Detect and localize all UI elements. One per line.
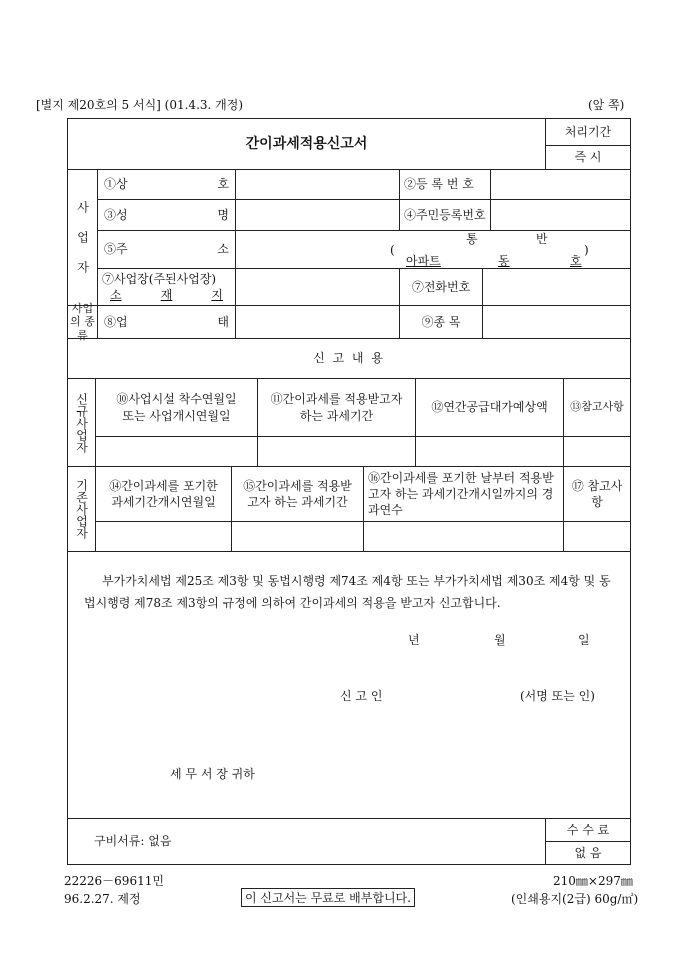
start-date-field[interactable] xyxy=(95,436,258,467)
page-side: (앞 쪽) xyxy=(588,98,625,112)
existing-business-section: 기존사업자 xyxy=(67,466,96,552)
owner-name-field[interactable] xyxy=(235,199,400,231)
existing-notes-header: ⑰ 참고사항 xyxy=(563,466,631,522)
day-label: 일 xyxy=(578,633,590,647)
business-location-field[interactable] xyxy=(235,268,400,306)
business-location-label: ⑦사업장(주된사업장) 소 재 지 xyxy=(97,268,236,306)
simplified-period-header: ⑪간이과세를 적용받고자 하는 과세기간 xyxy=(257,378,416,437)
new-business-section: 신규사업자 xyxy=(67,378,96,467)
tong-label: 통 xyxy=(466,232,478,246)
form-number: [별지 제20호의 5 서식] (01.4.3. 개정) xyxy=(36,98,244,112)
phone-field[interactable] xyxy=(482,268,631,306)
business-category-field[interactable] xyxy=(235,305,400,339)
existing-notes-field[interactable] xyxy=(563,521,631,552)
attachments-label: 구비서류: 없음 xyxy=(67,818,546,865)
registration-number-field[interactable] xyxy=(490,169,631,200)
paren-close: ) xyxy=(584,243,589,257)
simplified-period-field[interactable] xyxy=(257,436,416,467)
form-code: 22226－69611민 xyxy=(64,874,164,888)
address-label: ⑤주 소 xyxy=(97,230,236,269)
apartment-label: 아파트 xyxy=(406,254,441,268)
signature-label: (서명 또는 인) xyxy=(520,689,595,703)
expected-supply-header: ⑫연간공급대가예상액 xyxy=(415,378,564,437)
business-category-label: ⑧업 태 xyxy=(97,305,236,339)
free-distribution-notice: 이 신고서는 무료로 배부합니다. xyxy=(241,888,415,907)
declaration-area xyxy=(67,551,631,819)
fee-value: 없 음 xyxy=(545,841,631,865)
apply-period-header: ⑮간이과세를 적용받고자 하는 과세기간 xyxy=(231,466,364,522)
fee-label: 수 수 료 xyxy=(545,818,631,842)
year-label: 년 xyxy=(408,633,420,647)
report-content-heading: 신 고 내 용 xyxy=(67,338,631,379)
enacted-date: 96.2.27. 제정 xyxy=(64,892,141,906)
ho-label: 호 xyxy=(570,254,582,268)
paper-size: 210㎜×297㎜ xyxy=(553,874,633,888)
business-type-section: 사업의 종 류 xyxy=(67,305,98,339)
processing-period-label: 처리기간 xyxy=(545,118,631,146)
month-label: 월 xyxy=(494,633,506,647)
business-item-field[interactable] xyxy=(482,305,631,339)
expected-supply-field[interactable] xyxy=(415,436,564,467)
ban-label: 반 xyxy=(536,232,548,246)
trade-name-field[interactable] xyxy=(235,169,400,200)
form-title: 간이과세적용신고서 xyxy=(67,118,546,170)
resident-number-label: ④주민등록번호 xyxy=(399,199,491,231)
elapsed-years-field[interactable] xyxy=(363,521,564,552)
registration-number-label: ②등 록 번 호 xyxy=(399,169,491,200)
trade-name-label: ①상 호 xyxy=(97,169,236,200)
paper-spec: (인쇄용지(2급) 60g/㎡) xyxy=(511,892,639,906)
business-owner-section: 사 업 자 xyxy=(67,169,98,306)
processing-period-value: 즉 시 xyxy=(545,145,631,170)
declarant-label: 신 고 인 xyxy=(340,689,383,703)
apply-period-field[interactable] xyxy=(231,521,364,552)
new-notes-header: ⑬참고사항 xyxy=(563,378,631,437)
address-field[interactable] xyxy=(235,230,631,269)
dong-label: 동 xyxy=(498,254,510,268)
paren-open: ( xyxy=(390,243,395,257)
elapsed-years-header: ⑯간이과세를 포기한 날부터 적용받고자 하는 과세기간개시일까지의 경과연수 xyxy=(363,466,564,522)
phone-label: ⑦전화번호 xyxy=(399,268,483,306)
owner-name-label: ③성 명 xyxy=(97,199,236,231)
start-date-header: ⑩사업시설 착수연월일 또는 사업개시연월일 xyxy=(95,378,258,437)
resident-number-field[interactable] xyxy=(490,199,631,231)
new-notes-field[interactable] xyxy=(563,436,631,467)
abandon-date-header: ⑭간이과세를 포기한 과세기간개시연월일 xyxy=(95,466,232,522)
declaration-text: 부가가치세법 제25조 제3항 및 동법시행령 제74조 제4항 또는 부가가치세법 제30조 제4항 및 동법시행령 제78조 제3항의 규정에 의하여 간이과세의 적용을 받고자 신고합니다. xyxy=(84,574,611,610)
abandon-date-field[interactable] xyxy=(95,521,232,552)
business-item-label: ⑨종 목 xyxy=(399,305,483,339)
recipient-label: 세 무 서 장 귀하 xyxy=(170,767,255,781)
